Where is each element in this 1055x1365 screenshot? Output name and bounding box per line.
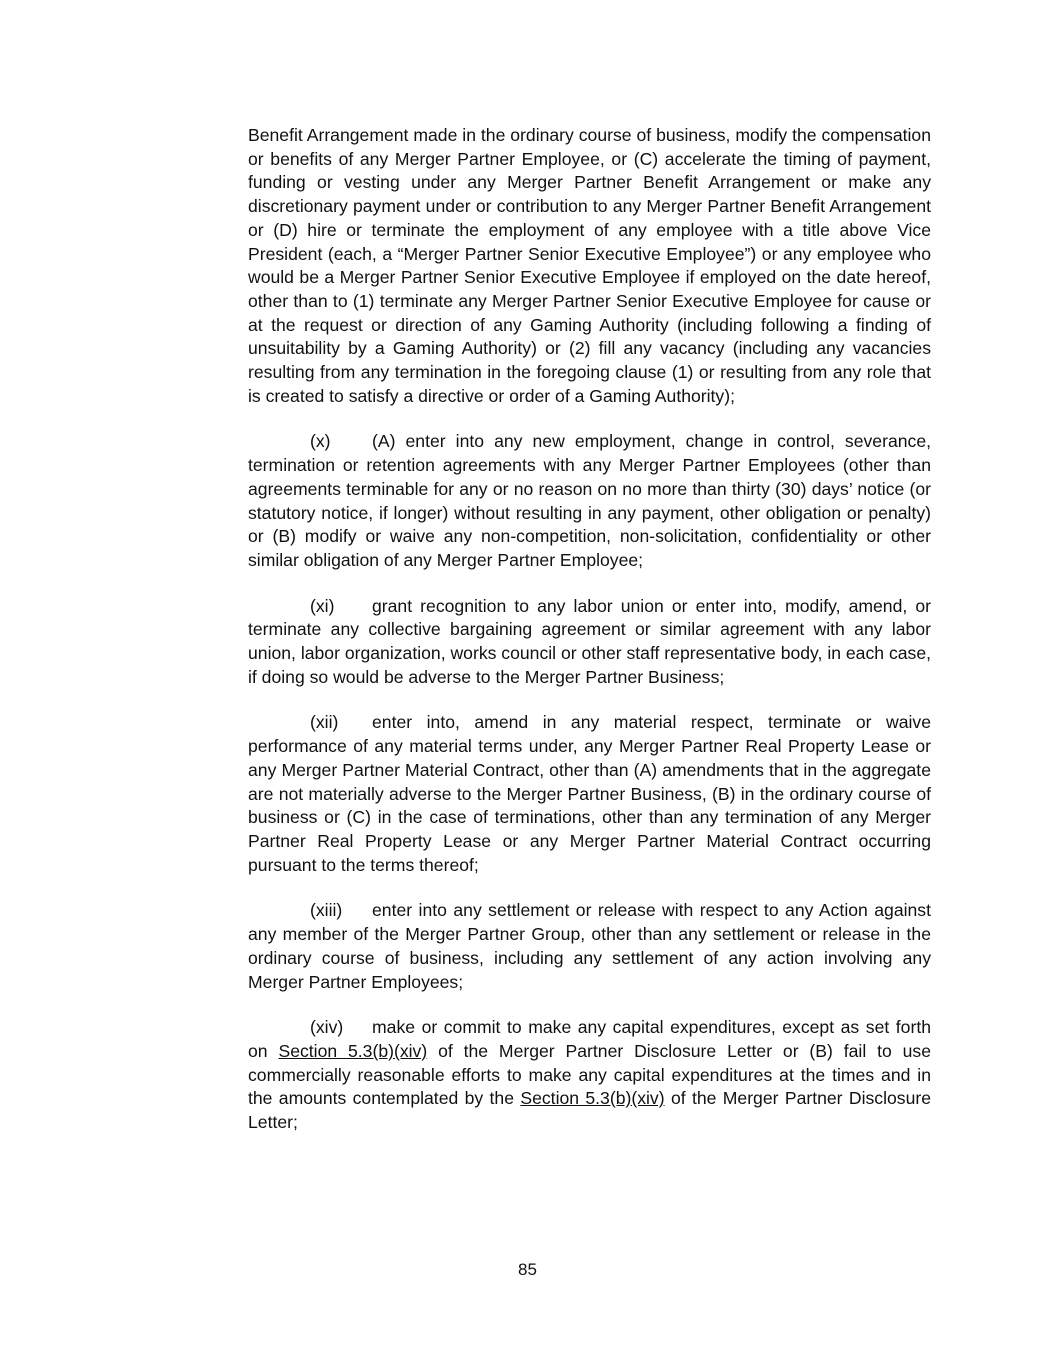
clause-text: grant recognition to any labor union or enter into, modify, amend, or terminate any collective bargaining agreement or similar agreement with any labor union, labor organization, works council or other staff representative body, in each case, if doing so would be adverse to the Merger Partner Business; (248, 595, 931, 687)
paragraph-xi (248, 595, 931, 690)
paragraph-xii (248, 711, 931, 877)
section-reference-link: Section 5.3(b)(xiv) (278, 1040, 428, 1061)
clause-number: (xi) (310, 595, 335, 616)
clause-text: (A) enter into any new employment, change in control, severance, termination or retention agreements with any Merger Partner Employees (other than agreements terminable for any or no reason on no more than thirty (30) days’ notice (or statutory notice, if longer) without resulting in any payment, other obligation or penalty) or (B) modify or waive any non-competition, non-solicitation, confidentiality or other similar obligation of any Merger Partner Employee; (248, 431, 931, 570)
clause-number: (xiii) (310, 900, 343, 921)
paragraph-x (248, 430, 931, 572)
clause-text: of the Merger Partner Disclosure Letter or (B) fail to use commercially reasonable efforts to make any capital expenditures at the times and in the amounts contemplated by the (248, 1040, 931, 1109)
clause-text: of the Merger Partner Disclosure Letter; (248, 1088, 932, 1133)
paragraph-continuation: Benefit Arrangement made in the ordinary course of business, modify the compensation or benefits of any Merger Partner Employee, or (C) accelerate the timing of payment, funding or vesting under any Merger Partner Benefit Arrangement or make any discretionary payment under or contribution to any Merger Partner Benefit Arrangement or (D) hire or terminate the employment of any employee with a title above Vice President (each, a “Merger Partner Senior Executive Employee”) or any employee who would be a Merger Partner Senior Executive Employee if employed on the date hereof, other than to (1) terminate any Merger Partner Senior Executive Employee for cause or at the request or direction of any Gaming Authority (including following a finding of unsuitability by a Gaming Authority) or (2) fill any vacancy (including any vacancies resulting from any termination in the foregoing clause (1) or resulting from any role that is created to satisfy a directive or order of a Gaming Authority); (248, 125, 931, 406)
section-reference-link: Section 5.3(b)(xiv) (520, 1088, 665, 1109)
clause-text: make or commit to make any capital expenditures, except as set forth on (248, 1017, 931, 1061)
clause-number: (xiv) (310, 1017, 344, 1038)
document-body (248, 124, 931, 1135)
paragraph-xiii (248, 899, 931, 994)
clause-number: (x) (310, 431, 331, 452)
clause-text: enter into, amend in any material respect, terminate or waive performance of any material terms under, any Merger Partner Real Property Lease or any Merger Partner Material Contract, other than (A) amendments that in the aggregate are not materially adverse to the Merger Partner Business, (B) in the ordinary course of business or (C) in the case of terminations, other than any termination of any Merger Partner Real Property Lease or any Merger Partner Material Contract occurring pursuant to the terms thereof; (248, 712, 931, 875)
paragraph-xiv (248, 1016, 931, 1135)
page-number: 85 (518, 1260, 537, 1279)
clause-number: (xii) (310, 712, 339, 733)
clause-text: enter into any settlement or release with respect to any Action against any member of the Merger Partner Group, other than any settlement or release in the ordinary course of business, including any settlement of any action involving any Merger Partner Employees; (248, 900, 931, 992)
